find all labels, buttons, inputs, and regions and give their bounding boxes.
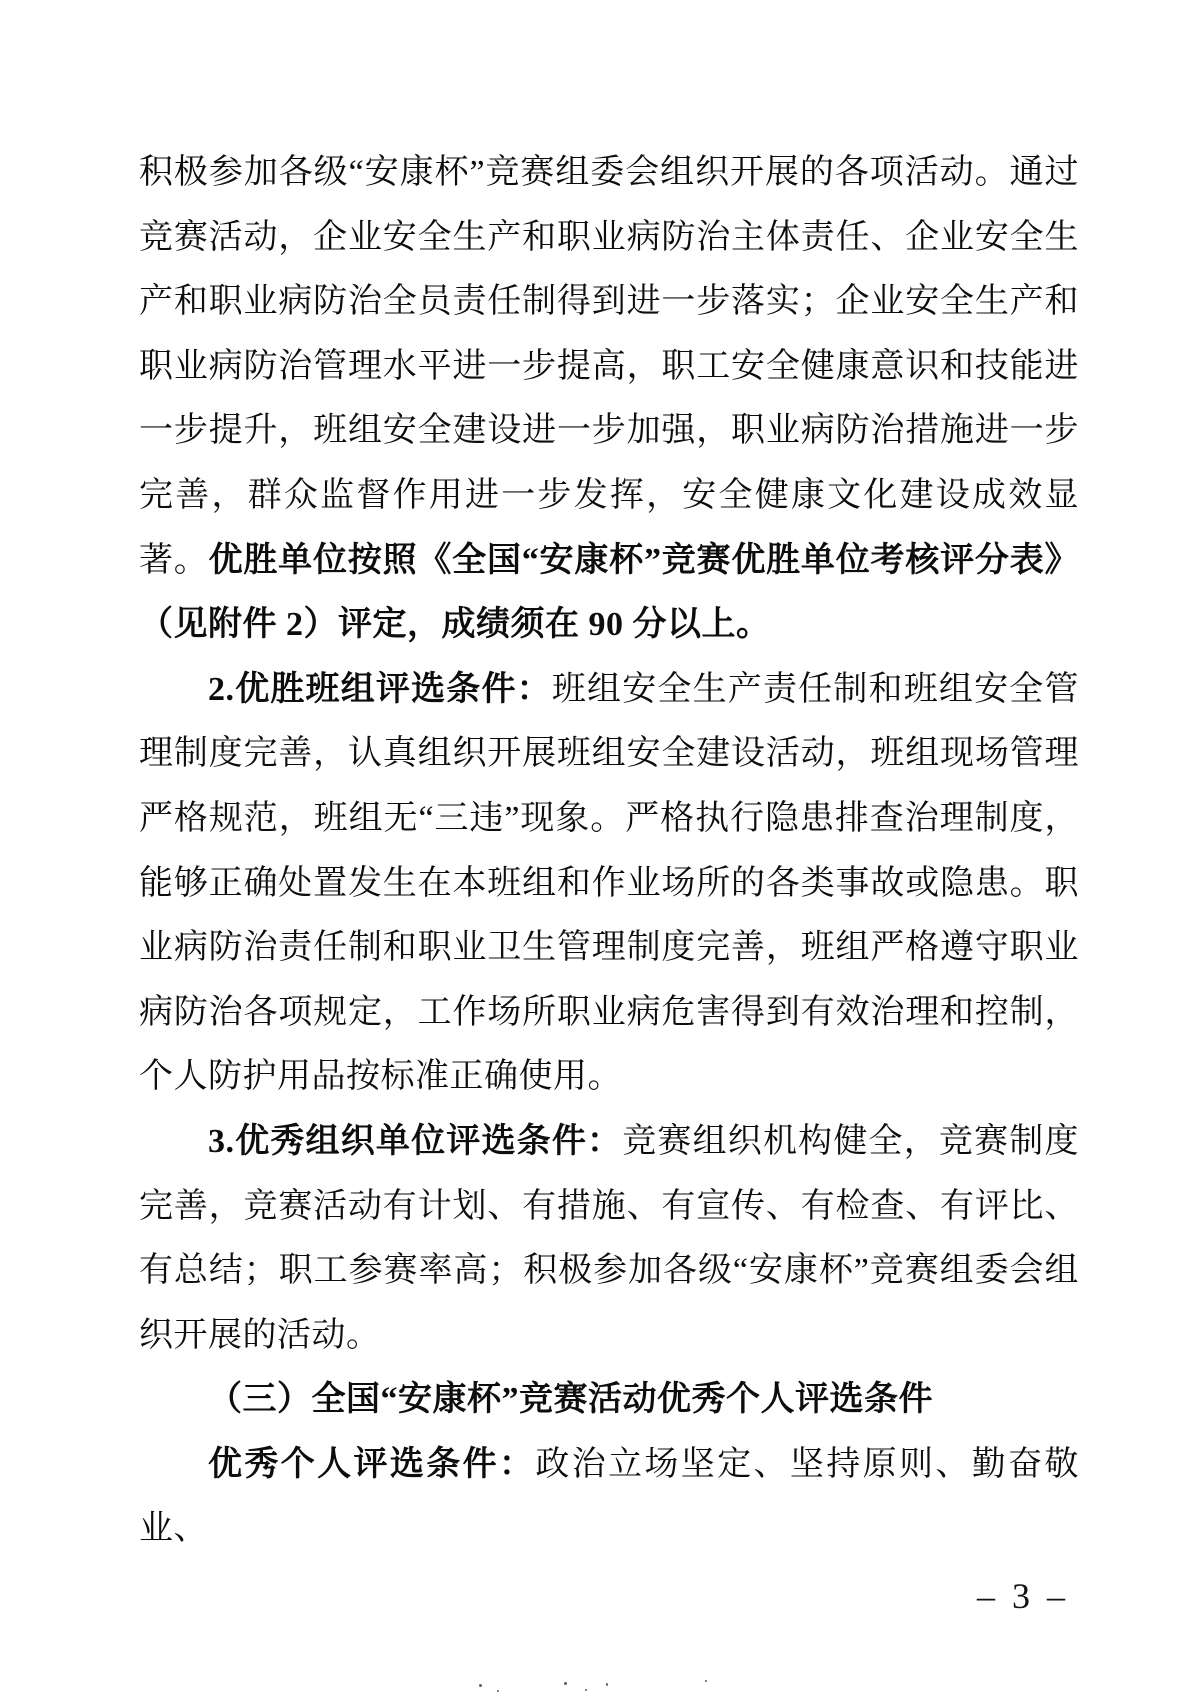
bold-text-segment: 优胜单位按照《全国“安康杯”竞赛优胜单位考核评分表》（见附件 2）评定，成绩须在 90 分以上。 [139,541,1079,644]
scan-speck [479,1684,482,1687]
scan-speck [564,1682,567,1685]
paragraph-excellent-organization-criteria [139,1110,1079,1368]
text-segment: 积极参加各级“安康杯”竞赛组委会组织开展的各项活动。通过竞赛活动，企业安全生产和职业病防治主体责任、企业安全生产和职业病防治全员责任制得到进一步落实；企业安全生产和职业病防治管理水平进一步提高，职工安全健康意识和技能进一步提升，班组安全建设进一步加强，职业病防治措施进一步完善，群众监督作用进一步发挥，安全健康文化建设成效显著。 [139,154,1079,579]
text-segment: 政治立场坚定、坚持原则、勤奋敬业、 [139,1445,1080,1548]
page-number: – 3 – [977,1576,1069,1616]
document-body [139,141,1079,1562]
bold-text-segment: 2.优胜班组评选条件： [208,670,552,708]
scan-speck [497,1690,499,1692]
bold-text-segment: （三）全国“安康杯”竞赛活动优秀个人评选条件 [208,1381,933,1419]
scan-speck [705,1680,707,1682]
text-segment: 班组安全生产责任制和班组安全管理制度完善，认真组织开展班组安全建设活动，班组现场管理严格规范，班组无“三违”现象。严格执行隐患排查治理制度，能够正确处置发生在本班组和作业场所的各类事故或隐患。职业病防治责任制和职业卫生管理制度完善，班组严格遵守职业病防治各项规定，工作场所职业病危害得到有效治理和控制，个人防护用品按标准正确使用。 [139,670,1079,1096]
bold-text-segment: 优秀个人评选条件： [208,1445,536,1483]
scan-speck [585,1689,587,1691]
paragraph-excellent-individual-criteria [139,1433,1079,1562]
paragraph-winning-team-criteria [139,658,1079,1110]
heading-section-three [139,1368,1079,1433]
text-segment: 竞赛组织机构健全，竞赛制度完善，竞赛活动有计划、有措施、有宣传、有检查、有评比、有总结；职工参赛率高；积极参加各级“安康杯”竞赛组委会组织开展的活动。 [139,1122,1079,1354]
paragraph-continued-winning-unit [139,141,1079,658]
scan-speck [606,1683,608,1686]
bold-text-segment: 3.优秀组织单位评选条件： [208,1122,623,1160]
